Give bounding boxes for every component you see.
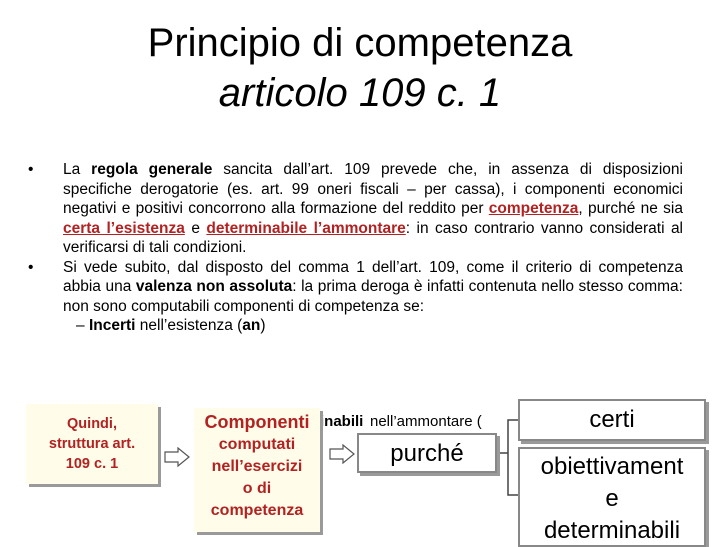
bullet-item-2 bbox=[28, 258, 683, 317]
text-run: : in caso contrario vanno considerati al verificarsi di tali condizioni. bbox=[63, 219, 684, 256]
box-obiettivamente-line: e bbox=[605, 485, 619, 512]
box-quindi-line: Quindi, bbox=[67, 416, 117, 432]
bullet-marker: • bbox=[28, 161, 34, 178]
bullet-marker: • bbox=[28, 258, 34, 276]
box-componenti bbox=[194, 408, 320, 532]
text-run: nell’esistenza ( bbox=[135, 317, 243, 334]
box-componenti-line: competenza bbox=[210, 502, 304, 519]
text-run: e bbox=[184, 219, 207, 237]
box-purche: purché bbox=[357, 433, 497, 473]
highlight-determinabile-ammontare: determinabile l’ammontare bbox=[206, 219, 406, 237]
bullet-item-1 bbox=[28, 160, 683, 258]
box-quindi bbox=[26, 404, 158, 484]
box-componenti-line: computati bbox=[218, 436, 296, 453]
box-componenti-line: o di bbox=[242, 480, 272, 497]
box-componenti-line: Componenti bbox=[204, 412, 310, 432]
box-obiettivamente-line: obiettivament bbox=[540, 453, 684, 480]
highlight-competenza: competenza bbox=[488, 200, 579, 217]
partial-text: inabili bbox=[320, 413, 364, 430]
bold-run: valenza non assoluta bbox=[135, 278, 293, 295]
bold-run: an bbox=[242, 317, 261, 334]
sub-bullet-1 bbox=[28, 316, 683, 336]
bullet-list bbox=[28, 160, 683, 336]
bold-run: Incerti bbox=[88, 317, 136, 334]
bold-run: regola generale bbox=[91, 161, 213, 178]
text-run: La bbox=[63, 161, 92, 178]
box-obiettivamente-line: determinabili bbox=[543, 517, 681, 544]
text-run: Si vede subito, dal disposto del comma 1 dell’art. 109, come il criterio di competenza abbia una bbox=[63, 258, 683, 295]
text-run: : la prima deroga è infatti contenuta nello stesso comma: non sono computabili componenti di competenza se: bbox=[63, 278, 683, 315]
title-line-2: articolo 109 c. 1 bbox=[218, 71, 502, 115]
arrow-right-icon bbox=[329, 444, 355, 464]
box-componenti-line: nell’esercizi bbox=[211, 458, 303, 475]
partial-text: nell’ammontare ( bbox=[370, 413, 482, 430]
sub-bullet-dash: – bbox=[76, 317, 85, 334]
box-quindi-line: 109 c. 1 bbox=[65, 456, 119, 472]
slide-title bbox=[0, 18, 720, 118]
box-certi: certi bbox=[518, 399, 706, 441]
box-obiettivamente-determinabili bbox=[518, 447, 706, 547]
text-run: sancita dall’art. 109 prevede che, in assenza di disposizioni specifiche derogatorie (es. art. 99 oneri fiscali – per cassa), i componenti economici negativi e positivi concorrono alla formazione del reddito per bbox=[63, 161, 683, 217]
text-run: ) bbox=[260, 317, 266, 334]
box-quindi-line: struttura art. bbox=[48, 436, 136, 452]
title-line-1: Principio di competenza bbox=[147, 21, 573, 65]
text-run: , purché ne sia bbox=[578, 200, 683, 217]
arrow-right-icon bbox=[164, 447, 190, 467]
highlight-certa-esistenza: certa l’esistenza bbox=[63, 219, 185, 237]
